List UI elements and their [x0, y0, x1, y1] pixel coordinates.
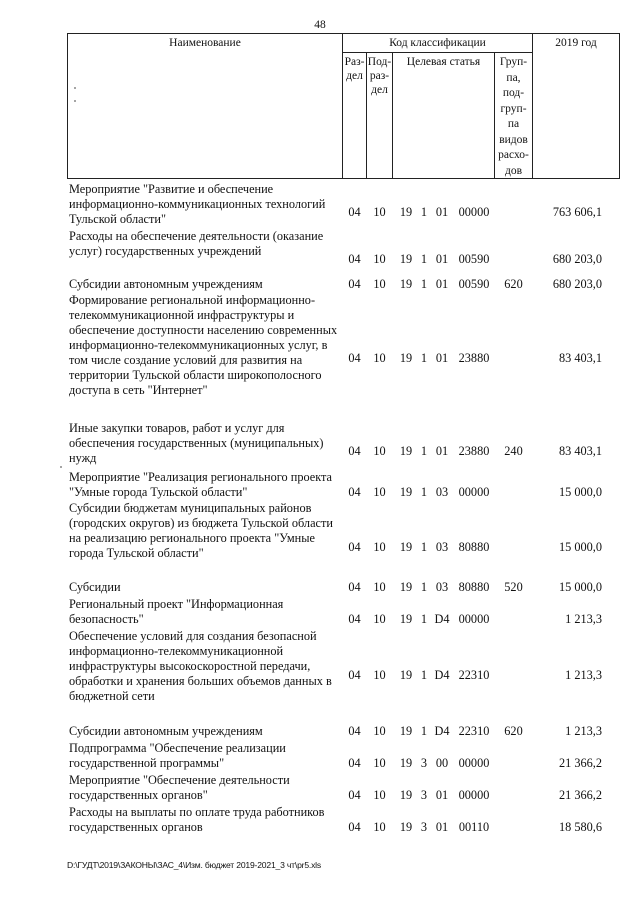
header-rule-sub: [342, 52, 532, 53]
row-code-pr: 10: [373, 756, 386, 770]
row-name: Расходы на выплаты по оплате труда работников государственных органов: [69, 805, 325, 834]
row-code-c4: 00000: [458, 485, 490, 499]
row-code-c3: D4: [434, 724, 450, 738]
row-code-pr: 10: [373, 444, 386, 458]
row-name: Субсидии бюджетам муниципальных районов (городских округов) из бюджета Тульской области на реализацию регионального проекта "Умные города Тульской области": [69, 501, 333, 560]
row-name: Субсидии: [69, 580, 121, 594]
row-code-c4: 23880: [458, 444, 490, 458]
row-code-c3: D4: [434, 612, 450, 626]
row-amount: 1 213,3: [565, 612, 602, 626]
row-code-c4: 00000: [458, 756, 490, 770]
row-code-vr: 520: [504, 580, 523, 594]
row-code-c2: 3: [420, 788, 428, 802]
row-code-c4: 00000: [458, 205, 490, 219]
row-code-rz: 04: [348, 252, 361, 266]
row-code-pr: 10: [373, 205, 386, 219]
row-amount: 15 000,0: [558, 580, 602, 594]
row-code-c2: 1: [420, 668, 428, 682]
row-code-c4: 22310: [458, 724, 490, 738]
table-row: [0, 773, 640, 803]
table-row: [0, 629, 640, 703]
row-code-pr: 10: [373, 788, 386, 802]
row-code-c1: 19: [399, 612, 413, 626]
row-code-rz: 04: [348, 668, 361, 682]
row-amount: 21 366,2: [558, 788, 602, 802]
row-amount: 21 366,2: [558, 756, 602, 770]
row-amount: 83 403,1: [558, 351, 602, 365]
row-code-c4: 80880: [458, 580, 490, 594]
row-code-rz: 04: [348, 612, 361, 626]
header-vline-year: [532, 33, 533, 179]
table-row: [0, 470, 640, 500]
row-code-c3: 01: [435, 444, 449, 458]
row-code-c1: 19: [399, 205, 413, 219]
row-code-pr: 10: [373, 277, 386, 291]
header-expense-group: Груп- па, под- груп- па видов расхо- дов: [498, 56, 529, 177]
row-code-c4: 80880: [458, 540, 490, 554]
row-name: Расходы на обеспечение деятельности (оказание услуг) государственных учреждений: [69, 229, 324, 258]
row-code-pr: 10: [373, 252, 386, 266]
row-code-pr: 10: [373, 580, 386, 594]
row-code-c3: 01: [435, 205, 449, 219]
table-row: [0, 501, 640, 563]
page-number: 48: [314, 19, 326, 31]
row-code-c2: 1: [420, 205, 428, 219]
row-amount: 680 203,0: [552, 277, 602, 291]
row-code-c1: 19: [399, 540, 413, 554]
row-name: Мероприятие "Развитие и обеспечение информационно-коммуникационных технологий Тульской области": [69, 182, 326, 226]
row-code-c3: 01: [435, 820, 449, 834]
row-code-c1: 19: [399, 756, 413, 770]
row-amount: 15 000,0: [558, 485, 602, 499]
table-row: [0, 421, 640, 467]
row-name: Иные закупки товаров, работ и услуг для обеспечения государственных (муниципальных) нужд: [69, 421, 324, 465]
row-code-c4: 00590: [458, 277, 490, 291]
row-name: Субсидии автономным учреждениям: [69, 277, 263, 291]
row-code-pr: 10: [373, 668, 386, 682]
row-code-c4: 00000: [458, 612, 490, 626]
row-code-vr: 240: [504, 444, 523, 458]
row-name: Субсидии автономным учреждениям: [69, 724, 263, 738]
row-name: Подпрограмма "Обеспечение реализации государственной программы": [69, 741, 286, 770]
row-code-c1: 19: [399, 580, 413, 594]
row-code-c1: 19: [399, 277, 413, 291]
row-code-c4: 23880: [458, 351, 490, 365]
table-row: [0, 724, 640, 739]
row-code-c2: 1: [420, 351, 428, 365]
row-code-c4: 22310: [458, 668, 490, 682]
row-code-rz: 04: [348, 540, 361, 554]
row-code-rz: 04: [348, 444, 361, 458]
row-code-c1: 19: [399, 724, 413, 738]
row-code-c4: 00590: [458, 252, 490, 266]
row-code-rz: 04: [348, 788, 361, 802]
row-code-rz: 04: [348, 351, 361, 365]
row-code-c1: 19: [399, 788, 413, 802]
row-code-c2: 1: [420, 612, 428, 626]
row-code-c3: 03: [435, 485, 449, 499]
row-code-c3: 01: [435, 788, 449, 802]
header-year: 2019 год: [555, 37, 597, 49]
row-code-c1: 19: [399, 668, 413, 682]
row-code-rz: 04: [348, 820, 361, 834]
row-code-pr: 10: [373, 612, 386, 626]
row-code-pr: 10: [373, 485, 386, 499]
row-code-c3: 03: [435, 580, 449, 594]
header-rule-bottom: [67, 178, 620, 179]
row-name: Формирование региональной информационно-телекоммуникационной инфраструктуры и обеспечение доступности населению современных информационно-телекоммуникационных услуг, в том числе создание условий для развития на территории Тульской области широкополосного доступа в сеть "Интернет": [69, 293, 338, 397]
row-code-c3: 03: [435, 540, 449, 554]
row-code-c2: 1: [420, 252, 428, 266]
row-name: Обеспечение условий для создания безопасной информационно-телекоммуникационной инфраструктуры высокоскоростной передачи, обработки и хранения больших объемов данных в бюджетной сети: [69, 629, 332, 703]
row-code-c2: 3: [420, 820, 428, 834]
footer-file-path: D:\ГУДТ\2019\ЗАКОНЫ\ЗАС_4\Изм. бюджет 2019-2021_3 чт\pr5.xls: [67, 860, 321, 870]
row-code-c2: 1: [420, 485, 428, 499]
row-amount: 763 606,1: [552, 205, 602, 219]
row-code-vr: 620: [504, 724, 523, 738]
table-row: [0, 741, 640, 771]
header-vline-left: [67, 33, 68, 179]
header-classification: Код классификации: [389, 37, 486, 49]
row-code-rz: 04: [348, 580, 361, 594]
row-amount: 15 000,0: [558, 540, 602, 554]
row-code-c4: 00110: [458, 820, 490, 834]
row-code-pr: 10: [373, 351, 386, 365]
table-row: [0, 182, 640, 228]
row-name: Региональный проект "Информационная безопасность": [69, 597, 284, 626]
header-rule-top: [67, 33, 620, 34]
table-row: [0, 277, 640, 292]
table-row: [0, 597, 640, 627]
row-amount: 18 580,6: [558, 820, 602, 834]
row-code-vr: 620: [504, 277, 523, 291]
row-amount: 1 213,3: [565, 668, 602, 682]
row-code-c2: 1: [420, 444, 428, 458]
row-code-c1: 19: [399, 485, 413, 499]
row-code-c2: 1: [420, 540, 428, 554]
row-code-c4: 00000: [458, 788, 490, 802]
row-code-c3: 01: [435, 277, 449, 291]
row-name: Мероприятие "Реализация регионального проекта "Умные города Тульской области": [69, 470, 333, 499]
header-vline-right: [619, 33, 620, 179]
row-code-c1: 19: [399, 252, 413, 266]
row-code-pr: 10: [373, 540, 386, 554]
row-code-rz: 04: [348, 485, 361, 499]
row-amount: 1 213,3: [565, 724, 602, 738]
row-code-c2: 3: [420, 756, 428, 770]
row-code-rz: 04: [348, 277, 361, 291]
row-code-pr: 10: [373, 820, 386, 834]
row-code-c3: D4: [434, 668, 450, 682]
row-code-c2: 1: [420, 724, 428, 738]
row-code-rz: 04: [348, 205, 361, 219]
table-row: [0, 805, 640, 835]
row-code-c1: 19: [399, 351, 413, 365]
row-code-c1: 19: [399, 444, 413, 458]
row-code-c3: 00: [435, 756, 449, 770]
scan-speck: [74, 100, 76, 102]
row-code-c1: 19: [399, 820, 413, 834]
row-code-c3: 01: [435, 351, 449, 365]
header-name: Наименование: [169, 37, 241, 49]
row-name: Мероприятие "Обеспечение деятельности государственных органов": [69, 773, 290, 802]
table-row: [0, 229, 640, 275]
header-subsection: Под- раз- дел: [367, 56, 392, 96]
row-amount: 83 403,1: [558, 444, 602, 458]
header-section: Раз- дел: [344, 56, 365, 82]
row-code-c3: 01: [435, 252, 449, 266]
table-row: [0, 293, 640, 413]
row-code-c2: 1: [420, 580, 428, 594]
row-code-rz: 04: [348, 756, 361, 770]
table-row: [0, 580, 640, 595]
row-code-rz: 04: [348, 724, 361, 738]
row-code-pr: 10: [373, 724, 386, 738]
scan-speck: [74, 87, 76, 89]
header-target-article: Целевая статья: [406, 56, 481, 68]
header-vline-pr: [392, 52, 393, 179]
row-code-c2: 1: [420, 277, 428, 291]
row-amount: 680 203,0: [552, 252, 602, 266]
